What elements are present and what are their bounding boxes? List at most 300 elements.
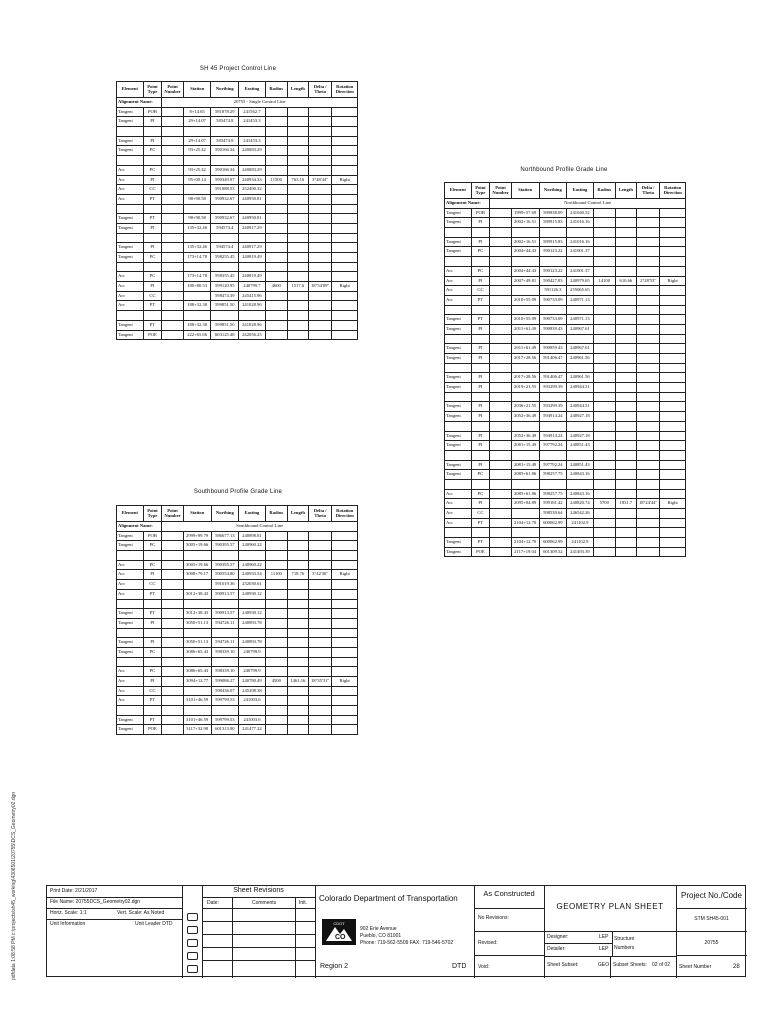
table-cell xyxy=(332,204,358,214)
table-cell xyxy=(239,311,266,321)
table-cell xyxy=(265,320,287,330)
table-cell: Tangent xyxy=(117,253,144,263)
table-cell xyxy=(162,214,183,224)
header-easting: Easting xyxy=(239,82,266,98)
table-cell: 594574.4 xyxy=(211,243,239,253)
table-cell xyxy=(265,127,287,137)
table-cell: 600062.99 xyxy=(539,538,567,548)
table-cell xyxy=(471,334,490,344)
table-cell xyxy=(211,628,239,638)
table-cell xyxy=(471,421,490,431)
table-cell xyxy=(162,551,183,561)
table-cell xyxy=(332,560,358,570)
table-cell xyxy=(239,262,266,272)
table-cell: 252030.61 xyxy=(239,580,266,590)
table-cell: Arc xyxy=(445,489,472,499)
header-rotation: Rotation Direction xyxy=(332,506,358,522)
table-cell xyxy=(539,392,567,402)
table-row xyxy=(117,541,358,551)
table-cell xyxy=(239,551,266,561)
table-cell: 718.76 xyxy=(287,570,308,580)
table-cell: 240927.18 xyxy=(567,431,594,441)
table-row xyxy=(117,320,358,330)
table-cell: 241028.96 xyxy=(239,320,266,330)
table-row xyxy=(117,589,358,599)
table-cell: CC xyxy=(471,509,490,519)
table-cell: Tangent xyxy=(445,441,472,451)
table-cell: 18°24'44" xyxy=(636,499,660,509)
table-cell: Tangent xyxy=(117,330,144,340)
table-cell xyxy=(143,657,162,667)
table-cell xyxy=(615,470,636,480)
table-cell xyxy=(593,228,615,238)
table-cell xyxy=(332,165,358,175)
table-cell xyxy=(308,107,332,117)
print-date: Print Date: 2/21/2017 xyxy=(50,888,98,894)
rev-init-label: Init. xyxy=(299,900,308,906)
table-cell: 246542.26 xyxy=(567,509,594,519)
table-cell: 2052+36.49 xyxy=(511,412,539,422)
table-cell xyxy=(636,363,660,373)
table-cell xyxy=(265,638,287,648)
header-point-number: Point Number xyxy=(162,82,183,98)
no-revisions: No Revisions: xyxy=(478,915,509,921)
table-cell: 3005+19.66 xyxy=(183,560,211,570)
table-cell xyxy=(615,295,636,305)
table-cell xyxy=(511,228,539,238)
table-cell xyxy=(265,609,287,619)
table-cell xyxy=(636,383,660,393)
table-cell xyxy=(287,706,308,716)
header-northing: Northing xyxy=(211,82,239,98)
table-cell xyxy=(593,257,615,267)
table-cell: 242056.25 xyxy=(239,330,266,340)
table-cell xyxy=(332,580,358,590)
table-cell xyxy=(660,489,686,499)
table-cell: POB xyxy=(471,208,490,218)
table-cell: PT xyxy=(143,301,162,311)
table-cell: 590395.57 xyxy=(211,560,239,570)
table-cell xyxy=(511,305,539,315)
table-cell: PT xyxy=(471,538,490,548)
table-cell: 188+32.38 xyxy=(183,320,211,330)
spacer-row xyxy=(445,257,686,267)
table-cell xyxy=(636,295,660,305)
table-cell: Tangent xyxy=(445,354,472,364)
table-cell: CC xyxy=(471,286,490,296)
table-cell xyxy=(593,450,615,460)
table-cell xyxy=(615,509,636,519)
table-cell: 599851.50 xyxy=(211,320,239,330)
table-cell xyxy=(287,243,308,253)
table-cell xyxy=(308,686,332,696)
table-cell: 241102.9 xyxy=(567,518,594,528)
table-row xyxy=(445,489,686,499)
table-cell xyxy=(615,421,636,431)
table-cell xyxy=(308,589,332,599)
sheet-subset-label: Sheet Subset: xyxy=(547,962,579,968)
table-cell xyxy=(615,489,636,499)
table-cell xyxy=(265,647,287,657)
table-cell xyxy=(162,638,183,648)
table-cell xyxy=(332,647,358,657)
table-cell xyxy=(660,324,686,334)
table-cell xyxy=(265,272,287,282)
table-cell xyxy=(567,528,594,538)
table-row xyxy=(117,146,358,156)
table-row xyxy=(117,560,358,570)
table-cell xyxy=(636,421,660,431)
table-cell: 240944.51 xyxy=(567,402,594,412)
table-cell: Arc xyxy=(117,560,144,570)
table-cell: 240971.13 xyxy=(567,295,594,305)
plot-stamp-text: pdfdata 1:08:58 PM c:\projects\sh45_working\4306501\20755\DCS_Geometry02.dgn xyxy=(11,791,17,980)
table-cell xyxy=(211,657,239,667)
table-cell: 590554.80 xyxy=(211,570,239,580)
table-cell xyxy=(162,677,183,687)
table-cell: Tangent xyxy=(445,237,472,247)
table-cell xyxy=(332,223,358,233)
table-cell xyxy=(265,725,287,735)
table-cell xyxy=(162,311,183,321)
table-cell: Tangent xyxy=(117,117,144,127)
sheet-title: GEOMETRY PLAN SHEET xyxy=(556,902,664,911)
table-cell xyxy=(265,696,287,706)
table-cell xyxy=(162,609,183,619)
table-cell xyxy=(490,450,511,460)
table-cell: PI xyxy=(143,136,162,146)
table-cell xyxy=(593,208,615,218)
table-cell xyxy=(332,272,358,282)
header-radius: Radius xyxy=(265,506,287,522)
header-radius: Radius xyxy=(265,82,287,98)
table-cell: 2017+28.56 xyxy=(511,373,539,383)
table-cell xyxy=(265,706,287,716)
table-cell: 2085+61.86 xyxy=(511,470,539,480)
svg-text:CO: CO xyxy=(335,934,346,941)
table-cell: 240967.61 xyxy=(567,344,594,354)
table-cell xyxy=(332,243,358,253)
table-row xyxy=(117,531,358,541)
table-cell xyxy=(660,363,686,373)
table-cell xyxy=(117,599,144,609)
table-row xyxy=(445,383,686,393)
table-cell xyxy=(287,301,308,311)
table-cell: POE xyxy=(143,330,162,340)
header-delta: Delta / Theta xyxy=(308,82,332,98)
table-cell: 4500 xyxy=(265,677,287,687)
project-no-label: Project No./Code xyxy=(681,891,742,900)
table-cell xyxy=(660,247,686,257)
table-cell xyxy=(332,330,358,340)
numbers-label: Numbers xyxy=(614,945,635,951)
table-cell: 240819.49 xyxy=(239,253,266,263)
table-cell xyxy=(445,479,472,489)
table-cell xyxy=(265,667,287,677)
table-cell: Tangent xyxy=(445,547,472,557)
spacer-row xyxy=(445,305,686,315)
table-cell: 591019.36 xyxy=(211,580,239,590)
table-cell xyxy=(615,266,636,276)
table-cell xyxy=(287,311,308,321)
table-cell: 240083.29 xyxy=(239,146,266,156)
table-cell xyxy=(490,460,511,470)
spacer-row xyxy=(117,628,358,638)
table-cell: Tangent xyxy=(117,243,144,253)
northbound-table xyxy=(444,182,686,557)
structure-label: Structure xyxy=(614,936,635,942)
table-cell: 241016.16 xyxy=(567,218,594,228)
table-cell: Tangent xyxy=(445,383,472,393)
table-cell xyxy=(660,208,686,218)
table-cell xyxy=(445,528,472,538)
table-cell xyxy=(308,127,332,137)
table-cell: POE xyxy=(471,547,490,557)
table-cell: 2002+16.51 xyxy=(511,218,539,228)
table-cell: PC xyxy=(471,247,490,257)
table-cell xyxy=(636,324,660,334)
subset-sheets-label: Subset Sheets: xyxy=(613,962,647,968)
table-cell: 591406.47 xyxy=(539,354,567,364)
table-cell: 591406.47 xyxy=(539,373,567,383)
table-cell xyxy=(308,609,332,619)
table-cell: Tangent xyxy=(117,638,144,648)
table-cell xyxy=(490,247,511,257)
table-cell xyxy=(332,589,358,599)
table-cell: 241001.37 xyxy=(567,266,594,276)
table-cell xyxy=(490,518,511,528)
table-cell xyxy=(636,518,660,528)
table-cell: 2004+44.43 xyxy=(511,247,539,257)
table-cell xyxy=(490,392,511,402)
table-cell xyxy=(539,421,567,431)
table-cell xyxy=(265,599,287,609)
table-cell xyxy=(332,146,358,156)
table-cell xyxy=(162,715,183,725)
table-cell: 240927.18 xyxy=(567,412,594,422)
table-cell xyxy=(287,262,308,272)
table-row xyxy=(117,175,358,185)
table-cell xyxy=(117,706,144,716)
table-cell: 95+00.14 xyxy=(183,175,211,185)
rev-comments-label: Comments xyxy=(252,900,277,906)
table-cell: 240930.12 xyxy=(239,589,266,599)
table-cell xyxy=(265,253,287,263)
table-cell: 240819.49 xyxy=(239,272,266,282)
table-cell xyxy=(265,628,287,638)
table-row xyxy=(117,223,358,233)
table-cell: PI xyxy=(143,570,162,580)
table-cell xyxy=(265,117,287,127)
table-cell xyxy=(162,127,183,137)
table-cell xyxy=(593,470,615,480)
table-cell xyxy=(539,363,567,373)
table-cell xyxy=(308,580,332,590)
table-cell xyxy=(162,282,183,292)
table-cell xyxy=(265,185,287,195)
table-cell xyxy=(332,136,358,146)
table-cell xyxy=(117,204,144,214)
revision-marker-5 xyxy=(187,965,198,973)
table-cell xyxy=(332,311,358,321)
table-cell: Arc xyxy=(445,499,472,509)
table-row xyxy=(445,412,686,422)
table-cell xyxy=(615,324,636,334)
table-cell xyxy=(593,538,615,548)
table-cell: PI xyxy=(471,344,490,354)
table-row xyxy=(117,253,358,263)
table-row xyxy=(117,638,358,648)
table-cell xyxy=(660,479,686,489)
table-cell: 590123.22 xyxy=(539,266,567,276)
table-cell xyxy=(287,580,308,590)
table-cell: 590395.57 xyxy=(211,541,239,551)
table-cell xyxy=(162,686,183,696)
table-cell xyxy=(660,266,686,276)
table-cell xyxy=(567,228,594,238)
table-cell xyxy=(660,354,686,364)
table-cell xyxy=(287,686,308,696)
table-cell: 599851.50 xyxy=(211,301,239,311)
table-cell xyxy=(265,311,287,321)
table-cell xyxy=(615,305,636,315)
table-row xyxy=(445,237,686,247)
table-cell xyxy=(162,185,183,195)
table-cell: Arc xyxy=(445,286,472,296)
spacer-row xyxy=(445,334,686,344)
table-cell xyxy=(287,667,308,677)
table-cell xyxy=(308,638,332,648)
cdot-logo xyxy=(322,919,356,945)
table-cell: Tangent xyxy=(117,107,144,117)
spacer-row xyxy=(117,233,358,243)
table-cell xyxy=(593,286,615,296)
table-cell: 590123.22 xyxy=(539,247,567,257)
table-cell xyxy=(660,441,686,451)
table-cell xyxy=(265,291,287,301)
table-cell xyxy=(308,204,332,214)
table-cell xyxy=(287,551,308,561)
table-cell xyxy=(308,253,332,263)
table-cell: 3101+46.59 xyxy=(183,715,211,725)
table-cell xyxy=(511,509,539,519)
table-cell xyxy=(287,320,308,330)
table-cell xyxy=(287,214,308,224)
table-cell: 240851.43 xyxy=(567,441,594,451)
table-cell xyxy=(143,262,162,272)
table-cell: 590932.67 xyxy=(211,194,239,204)
table-cell: 597792.24 xyxy=(539,460,567,470)
table-cell: 29+14.07 xyxy=(183,117,211,127)
table-cell xyxy=(593,518,615,528)
table-cell xyxy=(636,412,660,422)
table-cell: Arc xyxy=(117,686,144,696)
table-cell: 11100 xyxy=(265,570,287,580)
table-cell: 188+32.38 xyxy=(183,301,211,311)
table-cell: 3012+38.43 xyxy=(183,609,211,619)
table-cell: PI xyxy=(471,237,490,247)
region: Region 2 xyxy=(320,963,349,970)
table-row xyxy=(117,677,358,687)
table-cell xyxy=(445,450,472,460)
table-cell: 240780.49 xyxy=(239,677,266,687)
table-cell xyxy=(593,431,615,441)
table-cell xyxy=(332,628,358,638)
table-cell xyxy=(511,479,539,489)
table-cell xyxy=(332,233,358,243)
table-cell: PC xyxy=(143,165,162,175)
table-cell xyxy=(287,330,308,340)
table-row xyxy=(445,286,686,296)
table-cell xyxy=(660,295,686,305)
table-cell xyxy=(265,204,287,214)
table-cell xyxy=(636,334,660,344)
table-row xyxy=(117,580,358,590)
table-cell: Tangent xyxy=(445,538,472,548)
table-cell xyxy=(183,628,211,638)
table-cell xyxy=(660,218,686,228)
table-cell xyxy=(287,589,308,599)
table-cell xyxy=(615,218,636,228)
table-cell xyxy=(490,402,511,412)
table-cell xyxy=(593,528,615,538)
table-cell xyxy=(636,460,660,470)
table-cell xyxy=(211,233,239,243)
table-row xyxy=(117,272,358,282)
table-cell: 252490.32 xyxy=(239,185,266,195)
table-row xyxy=(117,165,358,175)
table-cell: 590913.57 xyxy=(211,589,239,599)
table-cell xyxy=(445,228,472,238)
table-cell: 593299.39 xyxy=(539,402,567,412)
sheet-revisions-title: Sheet Revisions xyxy=(233,887,284,894)
region-code: DTD xyxy=(452,963,467,970)
table-cell xyxy=(539,450,567,460)
table-cell xyxy=(593,479,615,489)
table-cell xyxy=(615,538,636,548)
table-cell xyxy=(183,311,211,321)
designer-label: Designer: xyxy=(547,934,569,940)
table-cell: 594574.4 xyxy=(211,223,239,233)
table-cell xyxy=(162,696,183,706)
table-cell: 240967.61 xyxy=(567,324,594,334)
table-row xyxy=(117,647,358,657)
table-cell xyxy=(615,547,636,557)
header-rotation: Rotation Direction xyxy=(660,183,686,199)
table-cell: PI xyxy=(471,276,490,286)
table-cell xyxy=(332,301,358,311)
table-cell: 241003.6 xyxy=(239,696,266,706)
table-row xyxy=(117,725,358,735)
table-cell xyxy=(636,344,660,354)
spacer-row xyxy=(117,599,358,609)
table-cell: Tangent xyxy=(117,320,144,330)
table-cell: CC xyxy=(143,185,162,195)
table-cell xyxy=(660,547,686,557)
northbound-title: Northbound Profile Grade Line xyxy=(520,167,608,173)
table-cell xyxy=(265,551,287,561)
spacer-row xyxy=(117,311,358,321)
table-cell: 594726.11 xyxy=(211,618,239,628)
void: Void: xyxy=(478,964,490,970)
table-cell xyxy=(162,243,183,253)
table-cell: Tangent xyxy=(445,344,472,354)
table-cell xyxy=(308,696,332,706)
table-row xyxy=(445,354,686,364)
table-cell xyxy=(308,715,332,725)
sheet-subset-value: GEO xyxy=(598,962,610,968)
header-station: Station xyxy=(183,82,211,98)
